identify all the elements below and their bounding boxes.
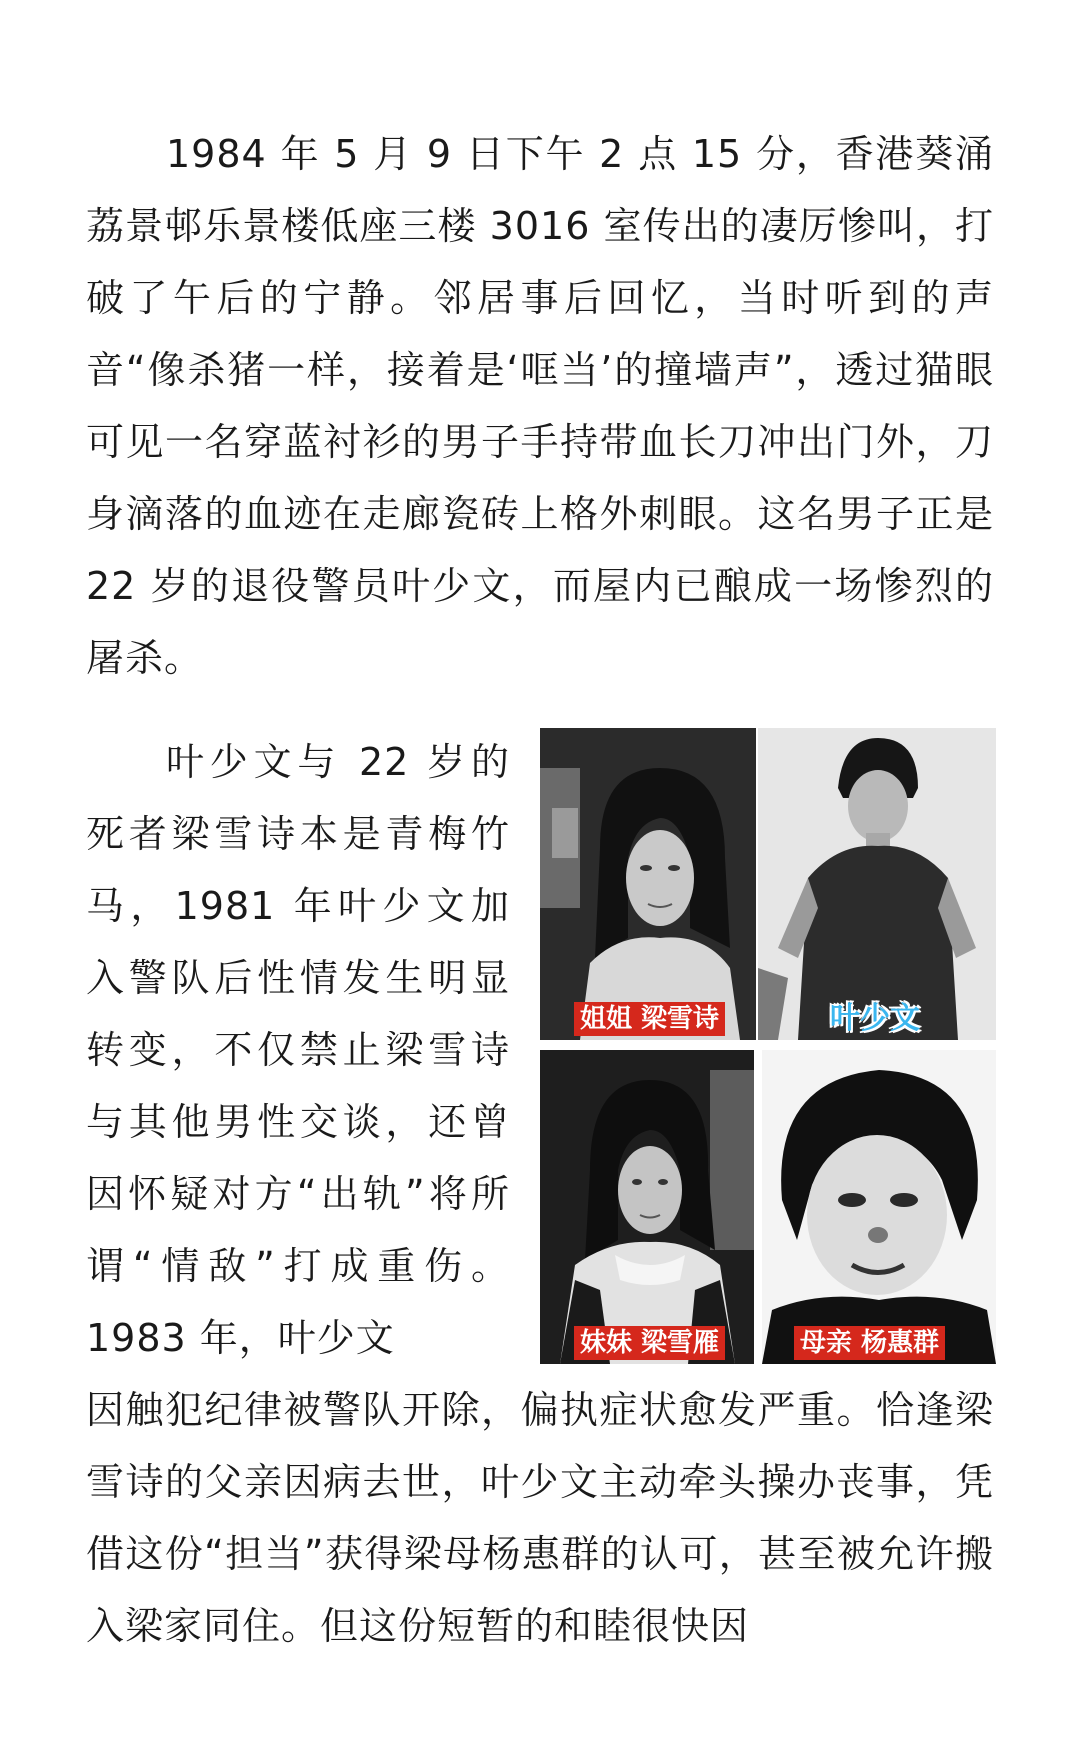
- caption-mother: 母亲 杨惠群: [794, 1326, 945, 1360]
- photo-collage: [540, 728, 996, 1364]
- photo-younger-sister: [540, 1050, 754, 1364]
- caption-younger-sister: 妹妹 梁雪雁: [574, 1326, 725, 1360]
- paragraph-1: 1984 年 5 月 9 日下午 2 点 15 分，香港葵涌荔景邨乐景楼低座三楼 3016 室传出的凄厉惨叫，打破了午后的宁静。邻居事后回忆，当时听到的声音“像杀猪一样，接着是‘哐当’的撞墙声”，透过猫眼可见一名穿蓝衬衫的男子手持带血长刀冲出门外，刀身滴落的血迹在走廊瓷砖上格外刺眼。这名男子正是 22 岁的退役警员叶少文，而屋内已酿成一场惨烈的屠杀。: [86, 132, 994, 680]
- caption-elder-sister: 姐姐 梁雪诗: [574, 1002, 725, 1036]
- photo-mother: [762, 1050, 996, 1364]
- paragraph-2-continued: 因触犯纪律被警队开除，偏执症状愈发严重。恰逢梁雪诗的父亲因病去世，叶少文主动牵头操办丧事，凭借这份“担当”获得梁母杨惠群的认可，甚至被允许搬入梁家同住。但这份短暂的和睦很快因: [86, 1388, 994, 1648]
- photo-ye-shaowen: [758, 728, 996, 1040]
- paragraph-2-beside-photos: 叶少文与 22 岁的死者梁雪诗本是青梅竹马，1981 年叶少文加入警队后性情发生明显转变，不仅禁止梁雪诗与其他男性交谈，还曾因怀疑对方“出轨”将所谓“情敌”打成重伤。1983 年，叶少文: [86, 740, 510, 1360]
- photo-elder-sister: [540, 728, 756, 1040]
- caption-ye-shaowen: 叶少文: [830, 1001, 920, 1036]
